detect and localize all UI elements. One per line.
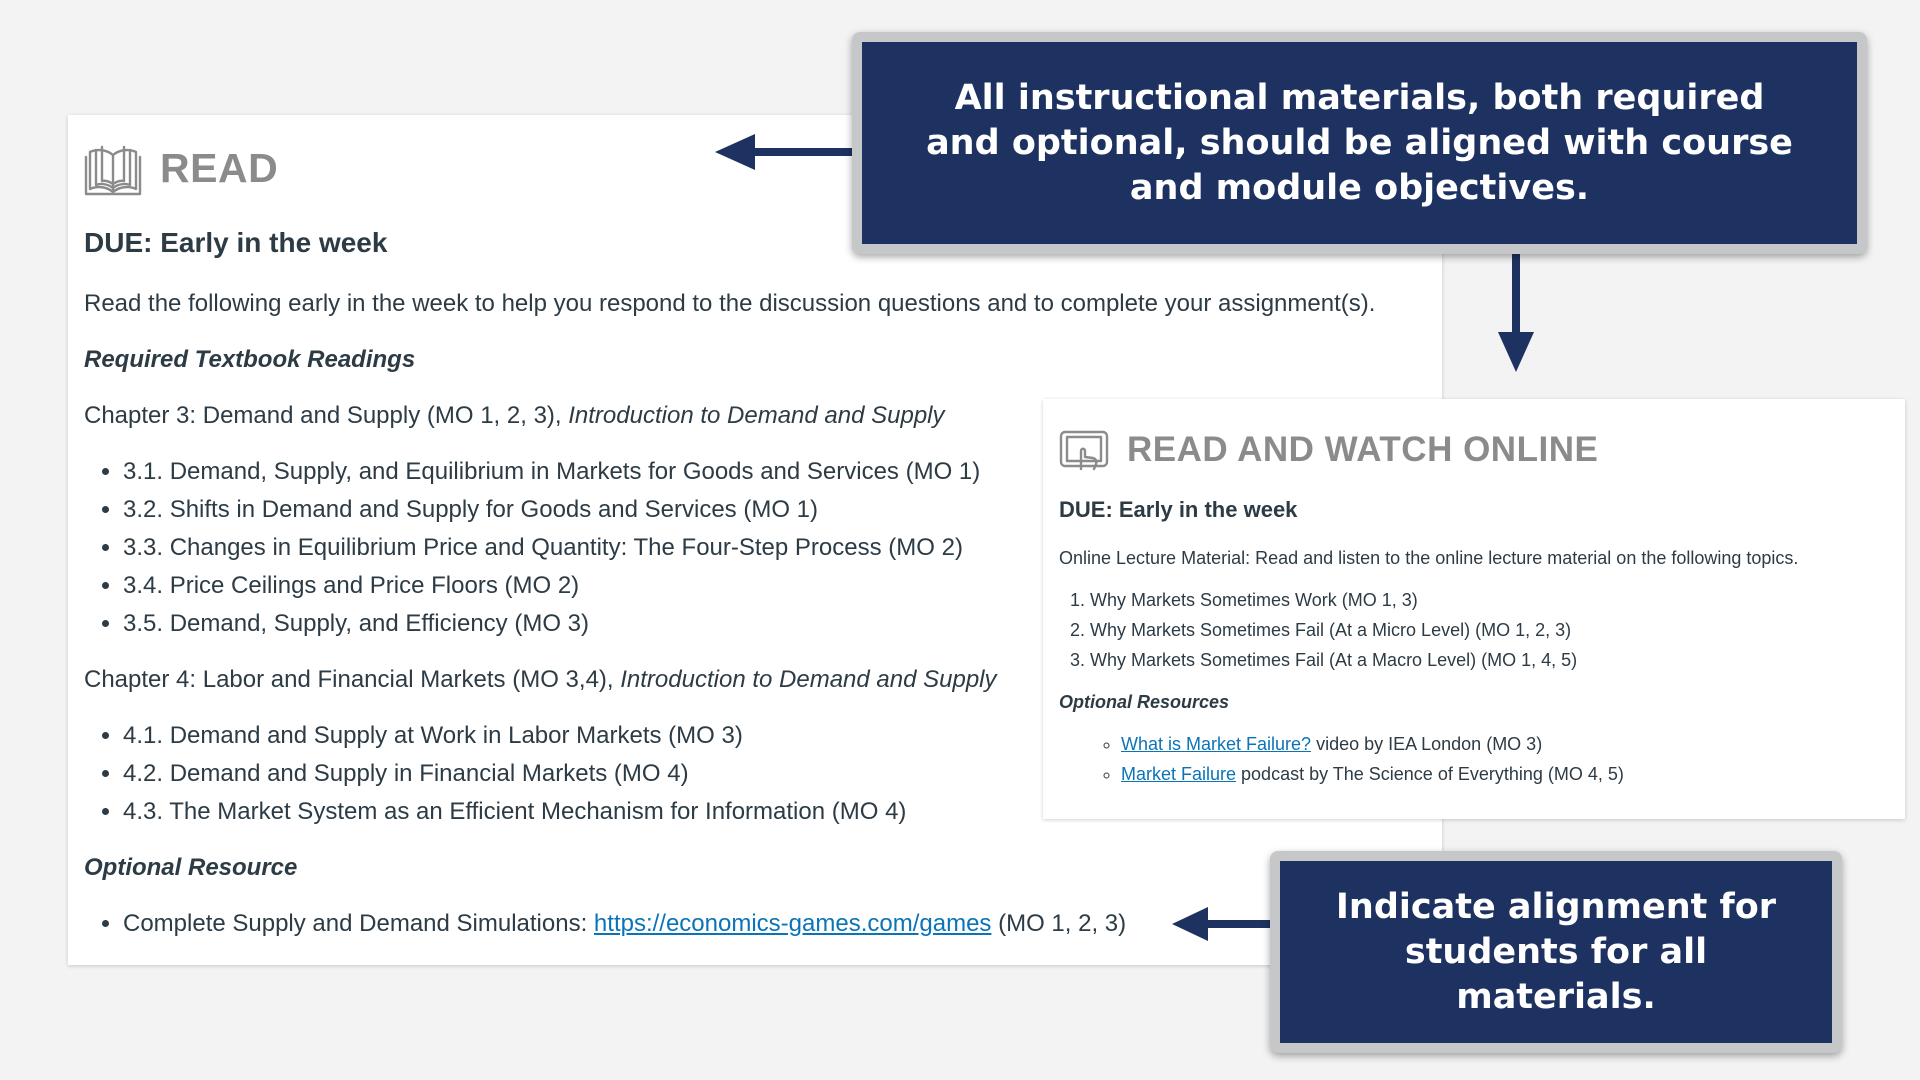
market-failure-podcast-link[interactable]: Market Failure (1121, 764, 1237, 784)
optional-resource-label: Optional Resource (84, 854, 298, 881)
economics-games-link[interactable]: https://economics-games.com/games (593, 910, 992, 937)
callout-indicate-alignment (1270, 851, 1842, 1053)
callout-top-text: All instructional materials, both required and optional, should be aligned with course and module objectives. (926, 77, 1793, 208)
watch-due-date: DUE: Early in the week (1059, 497, 1298, 522)
chapter-4-book-title: Introduction to Demand and Supply (620, 666, 997, 693)
arrow-left-bottom (1172, 904, 1272, 944)
list-item: • 3.1. Demand, Supply, and Equilibrium in Markets for Goods and Services (MO 1) (123, 453, 1426, 491)
tablet-touch-icon (1059, 429, 1109, 471)
watch-header (1059, 429, 1889, 471)
required-readings-label: Required Textbook Readings (84, 346, 416, 373)
video-description: video by IEA London (MO 3) (1311, 734, 1543, 754)
chapter-3-title-text: Chapter 3: Demand and Supply (MO 1, 2, 3), (84, 402, 569, 429)
list-item (1121, 759, 1889, 789)
list-item: • 3.3. Changes in Equilibrium Price and Quantity: The Four-Step Process (MO 2) (123, 529, 1426, 567)
list-item: 3. Why Markets Sometimes Fail (At a Macro Level) (MO 1, 4, 5) (1090, 645, 1889, 675)
watch-intro: Online Lecture Material: Read and listen to the online lecture material on the following topics. (1059, 548, 1799, 568)
arrow-left-top (715, 130, 855, 174)
callout-alignment-materials (852, 32, 1867, 254)
list-item: • 4.2. Demand and Supply in Financial Markets (MO 4) (123, 755, 1426, 793)
chapter-4-title-text: Chapter 4: Labor and Financial Markets (MO 3,4), (84, 666, 621, 693)
callout-bottom-text: Indicate alignment for students for all materials. (1335, 886, 1777, 1017)
chapter-3-book-title: Introduction to Demand and Supply (568, 402, 945, 429)
optional-resources-list (1059, 729, 1889, 789)
read-heading: READ (160, 144, 279, 191)
arrow-down (1494, 250, 1538, 372)
list-item: 1. Why Markets Sometimes Work (MO 1, 3) (1090, 585, 1889, 615)
list-item: • 3.5. Demand, Supply, and Efficiency (MO 3) (123, 605, 1426, 643)
read-due-date: DUE: Early in the week (84, 227, 388, 258)
list-item: • 3.4. Price Ceilings and Price Floors (MO 2) (123, 567, 1426, 605)
list-item: 2. Why Markets Sometimes Fail (At a Micro Level) (MO 1, 2, 3) (1090, 615, 1889, 645)
watch-heading: READ AND WATCH ONLINE (1127, 430, 1599, 469)
list-item: • 3.2. Shifts in Demand and Supply for Goods and Services (MO 1) (123, 491, 1426, 529)
simulation-mo: (MO 1, 2, 3) (991, 910, 1127, 937)
optional-resources-label: Optional Resources (1059, 692, 1230, 712)
list-item: • 4.1. Demand and Supply at Work in Labor Markets (MO 3) (123, 717, 1426, 755)
list-item: • 4.3. The Market System as an Efficient Mechanism for Information (MO 4) (123, 793, 1426, 831)
list-item (1121, 729, 1889, 759)
watch-panel (1043, 399, 1905, 819)
simulation-text: Complete Supply and Demand Simulations: (123, 910, 594, 937)
read-intro: Read the following early in the week to help you respond to the discussion questions and to complete your assignment(s). (84, 290, 1376, 317)
open-book-icon (84, 139, 142, 197)
lecture-topics-list (1059, 585, 1889, 675)
podcast-description: podcast by The Science of Everything (MO 4, 5) (1236, 764, 1624, 784)
market-failure-video-link[interactable]: What is Market Failure? (1121, 734, 1312, 754)
